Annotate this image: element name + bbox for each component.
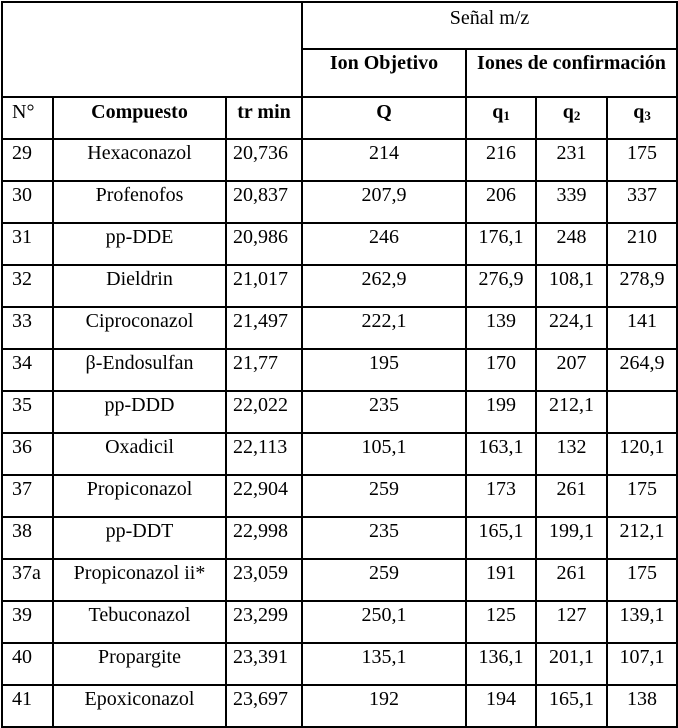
cell-no: 35 — [2, 391, 53, 433]
cell-q2: 127 — [536, 601, 607, 643]
cell-q2: 207 — [536, 349, 607, 391]
cell-tr: 23,299 — [226, 601, 302, 643]
cell-Q: 105,1 — [302, 433, 466, 475]
signal-header: Señal m/z — [302, 2, 677, 49]
table-row — [2, 349, 677, 391]
col-header-compound: Compuesto — [53, 97, 226, 139]
cell-q3: 138 — [607, 685, 677, 727]
table-row — [2, 139, 677, 181]
table-row — [2, 223, 677, 265]
cell-q1: 206 — [466, 181, 536, 223]
cell-q3: 264,9 — [607, 349, 677, 391]
cell-compound: Epoxiconazol — [53, 685, 226, 727]
cell-q1: 199 — [466, 391, 536, 433]
table-row — [2, 685, 677, 727]
table-row — [2, 643, 677, 685]
cell-no: 36 — [2, 433, 53, 475]
cell-Q: 207,9 — [302, 181, 466, 223]
cell-q3: 337 — [607, 181, 677, 223]
cell-q1: 139 — [466, 307, 536, 349]
cell-Q: 262,9 — [302, 265, 466, 307]
table-row — [2, 517, 677, 559]
cell-tr: 22,113 — [226, 433, 302, 475]
table-row — [2, 181, 677, 223]
cell-compound: Ciproconazol — [53, 307, 226, 349]
cell-q1: 163,1 — [466, 433, 536, 475]
cell-q1: 125 — [466, 601, 536, 643]
cell-compound: Tebuconazol — [53, 601, 226, 643]
cell-q1: 170 — [466, 349, 536, 391]
cell-q1: 276,9 — [466, 265, 536, 307]
cell-no: 31 — [2, 223, 53, 265]
cell-no: 37 — [2, 475, 53, 517]
cell-tr: 23,697 — [226, 685, 302, 727]
cell-q1: 194 — [466, 685, 536, 727]
confirmation-ions-header: Iones de confirmación — [466, 49, 677, 97]
col-header-q2: $q_2$ — [536, 97, 607, 139]
cell-q1: 165,1 — [466, 517, 536, 559]
cell-q2: 108,1 — [536, 265, 607, 307]
cell-compound: pp-DDE — [53, 223, 226, 265]
cell-q3: 212,1 — [607, 517, 677, 559]
cell-no: 29 — [2, 139, 53, 181]
table-row — [2, 475, 677, 517]
cell-Q: 259 — [302, 559, 466, 601]
cell-q3: 141 — [607, 307, 677, 349]
cell-q2: 261 — [536, 559, 607, 601]
cell-q2: 132 — [536, 433, 607, 475]
cell-tr: 21,497 — [226, 307, 302, 349]
cell-q3: 175 — [607, 559, 677, 601]
col-header-q3: $q_3$ — [607, 97, 677, 139]
cell-q1: 173 — [466, 475, 536, 517]
cell-compound: Propiconazol — [53, 475, 226, 517]
cell-q1: 176,1 — [466, 223, 536, 265]
cell-tr: 23,391 — [226, 643, 302, 685]
cell-q3: 107,1 — [607, 643, 677, 685]
cell-no: 40 — [2, 643, 53, 685]
cell-q3: 175 — [607, 475, 677, 517]
cell-Q: 235 — [302, 517, 466, 559]
cell-Q: 259 — [302, 475, 466, 517]
cell-tr: 22,022 — [226, 391, 302, 433]
table-row — [2, 433, 677, 475]
col-header-q1: $q_1$ — [466, 97, 536, 139]
cell-q1: 216 — [466, 139, 536, 181]
cell-tr: 21,77 — [226, 349, 302, 391]
table-row — [2, 559, 677, 601]
cell-Q: 222,1 — [302, 307, 466, 349]
cell-Q: 195 — [302, 349, 466, 391]
table-row — [2, 265, 677, 307]
cell-q3: 210 — [607, 223, 677, 265]
cell-compound: Hexaconazol — [53, 139, 226, 181]
cell-q3 — [607, 391, 677, 433]
cell-Q: 235 — [302, 391, 466, 433]
cell-q2: 201,1 — [536, 643, 607, 685]
target-ion-header: Ion Objetivo — [302, 49, 466, 97]
cell-q2: 165,1 — [536, 685, 607, 727]
cell-Q: 135,1 — [302, 643, 466, 685]
cell-no: 39 — [2, 601, 53, 643]
col-header-no: N° — [2, 97, 53, 139]
cell-q1: 191 — [466, 559, 536, 601]
cell-q3: 278,9 — [607, 265, 677, 307]
cell-compound: Oxadicil — [53, 433, 226, 475]
cell-compound: pp-DDD — [53, 391, 226, 433]
cell-compound: Dieldrin — [53, 265, 226, 307]
cell-compound: Profenofos — [53, 181, 226, 223]
empty-header-cell — [2, 2, 302, 97]
cell-tr: 20,837 — [226, 181, 302, 223]
cell-q3: 175 — [607, 139, 677, 181]
cell-Q: 246 — [302, 223, 466, 265]
cell-no: 38 — [2, 517, 53, 559]
cell-q3: 120,1 — [607, 433, 677, 475]
cell-tr: 21,017 — [226, 265, 302, 307]
table-row — [2, 391, 677, 433]
cell-tr: 22,998 — [226, 517, 302, 559]
cell-compound: pp-DDT — [53, 517, 226, 559]
col-header-Q: Q — [302, 97, 466, 139]
cell-Q: 214 — [302, 139, 466, 181]
cell-Q: 250,1 — [302, 601, 466, 643]
cell-compound: Propargite — [53, 643, 226, 685]
cell-q3: 139,1 — [607, 601, 677, 643]
cell-compound: Propiconazol ii* — [53, 559, 226, 601]
col-header-tr: tr min — [226, 97, 302, 139]
cell-q2: 261 — [536, 475, 607, 517]
cell-q2: 339 — [536, 181, 607, 223]
cell-q1: 136,1 — [466, 643, 536, 685]
table-row — [2, 601, 677, 643]
cell-q2: 212,1 — [536, 391, 607, 433]
cell-no: 32 — [2, 265, 53, 307]
cell-tr: 23,059 — [226, 559, 302, 601]
ion-signal-table — [1, 1, 678, 728]
cell-q2: 248 — [536, 223, 607, 265]
cell-no: 30 — [2, 181, 53, 223]
cell-compound: β-Endosulfan — [53, 349, 226, 391]
cell-no: 41 — [2, 685, 53, 727]
cell-no: 37a — [2, 559, 53, 601]
cell-Q: 192 — [302, 685, 466, 727]
cell-no: 34 — [2, 349, 53, 391]
cell-q2: 224,1 — [536, 307, 607, 349]
cell-tr: 20,986 — [226, 223, 302, 265]
cell-q2: 199,1 — [536, 517, 607, 559]
cell-q2: 231 — [536, 139, 607, 181]
cell-tr: 20,736 — [226, 139, 302, 181]
cell-no: 33 — [2, 307, 53, 349]
cell-tr: 22,904 — [226, 475, 302, 517]
table-row — [2, 307, 677, 349]
